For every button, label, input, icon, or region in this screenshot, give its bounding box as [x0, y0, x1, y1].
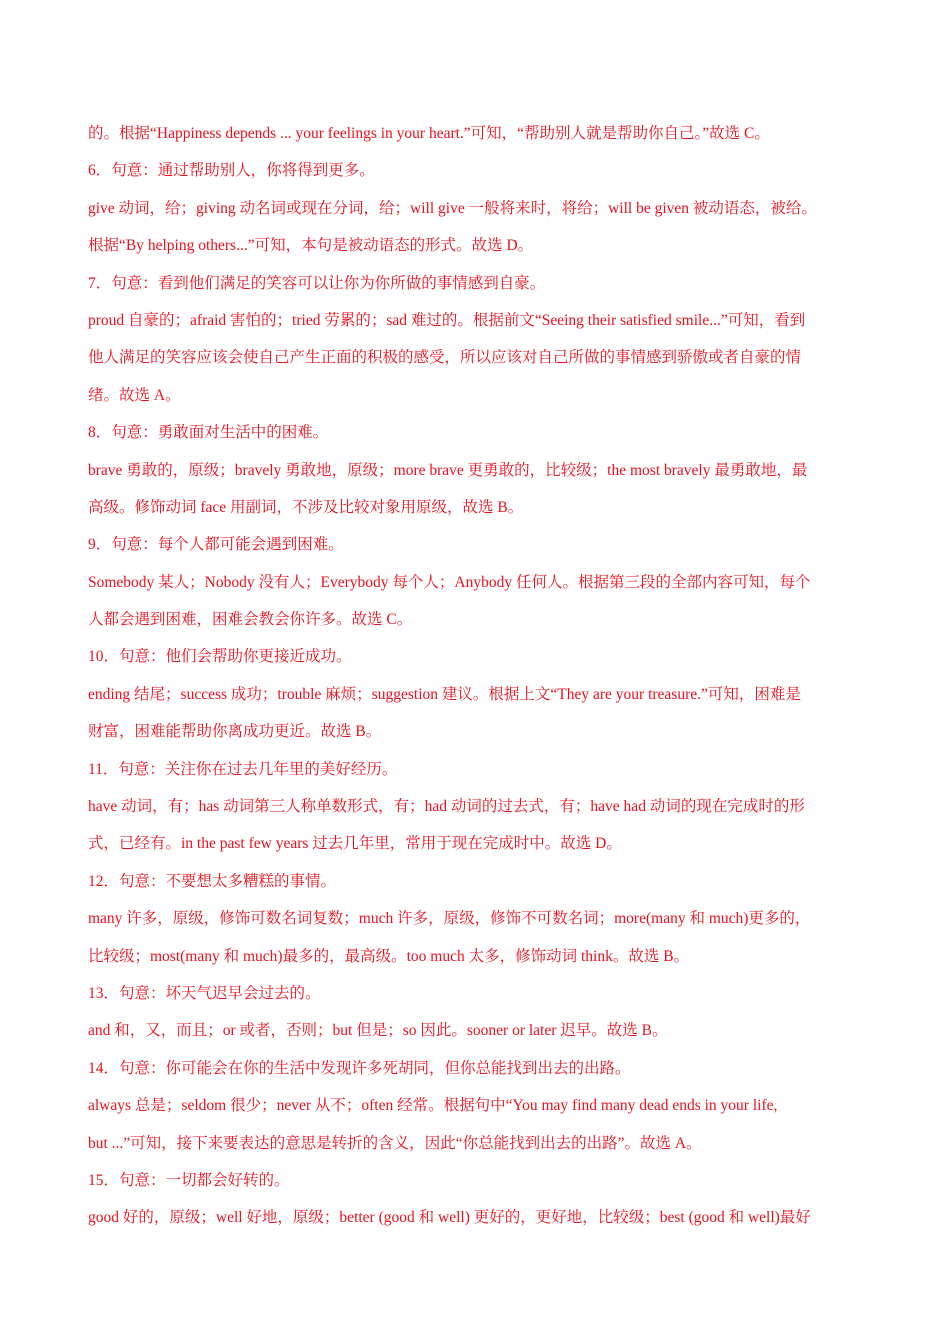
text-line: 高级。修饰动词 face 用副词，不涉及比较对象用原级，故选 B。	[88, 498, 524, 516]
text-line: brave 勇敢的，原级；bravely 勇敢地，原级；more brave 更勇敢的，比较级；the most bravely 最勇敢地，最	[88, 461, 808, 479]
text-line: ending 结尾；success 成功；trouble 麻烦；suggestion 建议。根据上文“They are your treasure.”可知，困难是	[88, 685, 801, 703]
text-line: always 总是；seldom 很少；never 从不；often 经常。根据句中“You may find many dead ends in your life,	[88, 1097, 778, 1115]
text-line: 绪。故选 A。	[88, 386, 181, 404]
question-13-heading: 13．句意：坏天气迟早会过去的。	[88, 984, 321, 1002]
text-line: proud 自豪的；afraid 害怕的；tried 劳累的；sad 难过的。根据前文“Seeing their satisfied smile...”可知，看到	[88, 311, 806, 329]
text-line: Somebody 某人；Nobody 没有人；Everybody 每个人；Anybody 任何人。根据第三段的全部内容可知，每个	[88, 573, 811, 591]
text-line: and 和，又，而且；or 或者，否则；but 但是；so 因此。sooner or later 迟早。故选 B。	[88, 1022, 668, 1040]
text-line: 根据“By helping others...”可知，本句是被动语态的形式。故选 D。	[88, 237, 534, 255]
text-line: 的。根据“Happiness depends ... your feelings in your heart.”可知，“帮助别人就是帮助你自己。”故选 C。	[88, 125, 770, 142]
text-line: give 动词，给；giving 动名词或现在分词，给；will give 一般将来时，将给；will be given 被动语态，被给。	[88, 199, 817, 217]
text-line: good 好的，原级；well 好地，原级；better (good 和 well) 更好的，更好地，比较级；best (good 和 well)最好	[88, 1209, 811, 1227]
text-line: 财富，困难能帮助你离成功更近。故选 B。	[88, 723, 382, 741]
text-line: 他人满足的笑容应该会使自己产生正面的积极的感受，所以应该对自己所做的事情感到骄傲或者自豪的情	[88, 349, 802, 367]
text-line: 式，已经有。in the past few years 过去几年里，常用于现在完成时中。故选 D。	[88, 835, 622, 853]
question-9-heading: 9．句意：每个人都可能会遇到困难。	[88, 536, 344, 554]
question-11-heading: 11．句意：关注你在过去几年里的美好经历。	[88, 760, 398, 778]
text-line: 比较级；most(many 和 much)最多的，最高级。too much 太多，修饰动词 think。故选 B。	[88, 947, 690, 965]
question-8-heading: 8．句意：勇敢面对生活中的困难。	[88, 424, 329, 442]
text-line: but ...”可知，接下来要表达的意思是转折的含义，因此“你总能找到出去的出路”。故选 A。	[88, 1134, 702, 1152]
question-14-heading: 14．句意：你可能会在你的生活中发现许多死胡同，但你总能找到出去的出路。	[88, 1059, 631, 1077]
question-7-heading: 7．句意：看到他们满足的笑容可以让你为你所做的事情感到自豪。	[88, 274, 546, 292]
answer-explanations	[88, 115, 878, 1237]
question-15-heading: 15．句意：一切都会好转的。	[88, 1171, 290, 1189]
question-6-heading: 6．句意：通过帮助别人，你将得到更多。	[88, 162, 375, 180]
question-12-heading: 12．句意：不要想太多糟糕的事情。	[88, 872, 337, 890]
text-line: many 许多，原级，修饰可数名词复数；much 许多，原级，修饰不可数名词；more(many 和 much)更多的，	[88, 910, 811, 928]
text-line: 人都会遇到困难，困难会教会你许多。故选 C。	[88, 611, 413, 629]
text-line: have 动词，有；has 动词第三人称单数形式，有；had 动词的过去式，有；have had 动词的现在完成时的形	[88, 798, 805, 816]
question-10-heading: 10．句意：他们会帮助你更接近成功。	[88, 648, 352, 666]
